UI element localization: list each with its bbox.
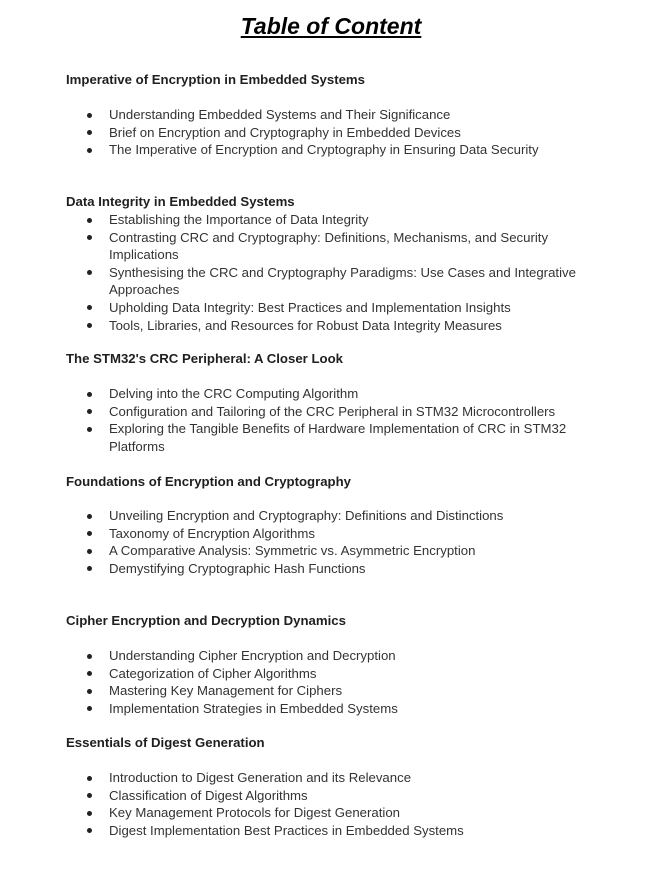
bullet-icon — [87, 218, 92, 223]
list-item: Delving into the CRC Computing Algorithm — [66, 385, 606, 403]
bullet-icon — [87, 148, 92, 153]
list-item: Digest Implementation Best Practices in Embedded Systems — [66, 822, 606, 840]
bullet-icon — [87, 270, 92, 275]
bullet-icon — [87, 654, 92, 659]
list-item: Unveiling Encryption and Cryptography: Definitions and Distinctions — [66, 507, 606, 525]
section-list-stm32-crc-peripheral — [66, 385, 606, 455]
bullet-icon — [87, 113, 92, 118]
bullet-icon — [87, 706, 92, 711]
bullet-icon — [87, 549, 92, 554]
section-list-digest-generation — [66, 769, 606, 839]
page-title: Table of Content — [240, 13, 422, 39]
list-item: Synthesising the CRC and Cryptography Paradigms: Use Cases and Integrative Approaches — [66, 264, 606, 299]
list-item: Categorization of Cipher Algorithms — [66, 665, 606, 683]
list-item: Key Management Protocols for Digest Generation — [66, 804, 606, 822]
bullet-icon — [87, 409, 92, 414]
section-heading-cipher-dynamics: Cipher Encryption and Decryption Dynamics — [66, 613, 346, 628]
section-list-cipher-dynamics — [66, 647, 606, 717]
list-item: Upholding Data Integrity: Best Practices and Implementation Insights — [66, 299, 606, 317]
bullet-icon — [87, 514, 92, 519]
bullet-icon — [87, 689, 92, 694]
list-item: Introduction to Digest Generation and its Relevance — [66, 769, 606, 787]
section-list-data-integrity — [66, 211, 606, 334]
bullet-icon — [87, 305, 92, 310]
bullet-icon — [87, 531, 92, 536]
list-item: Understanding Embedded Systems and Their Significance — [66, 106, 606, 124]
bullet-icon — [87, 566, 92, 571]
list-item: Classification of Digest Algorithms — [66, 787, 606, 805]
list-item: Mastering Key Management for Ciphers — [66, 682, 606, 700]
list-item: Brief on Encryption and Cryptography in Embedded Devices — [66, 124, 606, 142]
section-heading-data-integrity: Data Integrity in Embedded Systems — [66, 194, 295, 209]
list-item: Implementation Strategies in Embedded Systems — [66, 700, 606, 718]
list-item: Demystifying Cryptographic Hash Functions — [66, 560, 606, 578]
bullet-icon — [87, 811, 92, 816]
list-item: Tools, Libraries, and Resources for Robust Data Integrity Measures — [66, 317, 606, 335]
section-heading-digest-generation: Essentials of Digest Generation — [66, 735, 265, 750]
list-item: Taxonomy of Encryption Algorithms — [66, 525, 606, 543]
section-heading-stm32-crc-peripheral: The STM32's CRC Peripheral: A Closer Look — [66, 351, 343, 366]
bullet-icon — [87, 793, 92, 798]
list-item: The Imperative of Encryption and Cryptography in Ensuring Data Security — [66, 141, 606, 159]
bullet-icon — [87, 235, 92, 240]
section-list-foundations-of-encryption — [66, 507, 606, 577]
list-item: Exploring the Tangible Benefits of Hardware Implementation of CRC in STM32 Platforms — [66, 420, 606, 455]
bullet-icon — [87, 427, 92, 432]
bullet-icon — [87, 776, 92, 781]
bullet-icon — [87, 671, 92, 676]
list-item: Understanding Cipher Encryption and Decryption — [66, 647, 606, 665]
section-heading-foundations-of-encryption: Foundations of Encryption and Cryptography — [66, 474, 351, 489]
section-heading-imperative-of-encryption: Imperative of Encryption in Embedded Systems — [66, 72, 365, 87]
list-item: Contrasting CRC and Cryptography: Definitions, Mechanisms, and Security Implications — [66, 229, 606, 264]
list-item: Configuration and Tailoring of the CRC Peripheral in STM32 Microcontrollers — [66, 403, 606, 421]
section-list-imperative-of-encryption — [66, 106, 606, 159]
bullet-icon — [87, 130, 92, 135]
list-item: Establishing the Importance of Data Integrity — [66, 211, 606, 229]
bullet-icon — [87, 323, 92, 328]
list-item: A Comparative Analysis: Symmetric vs. Asymmetric Encryption — [66, 542, 606, 560]
bullet-icon — [87, 392, 92, 397]
bullet-icon — [87, 828, 92, 833]
